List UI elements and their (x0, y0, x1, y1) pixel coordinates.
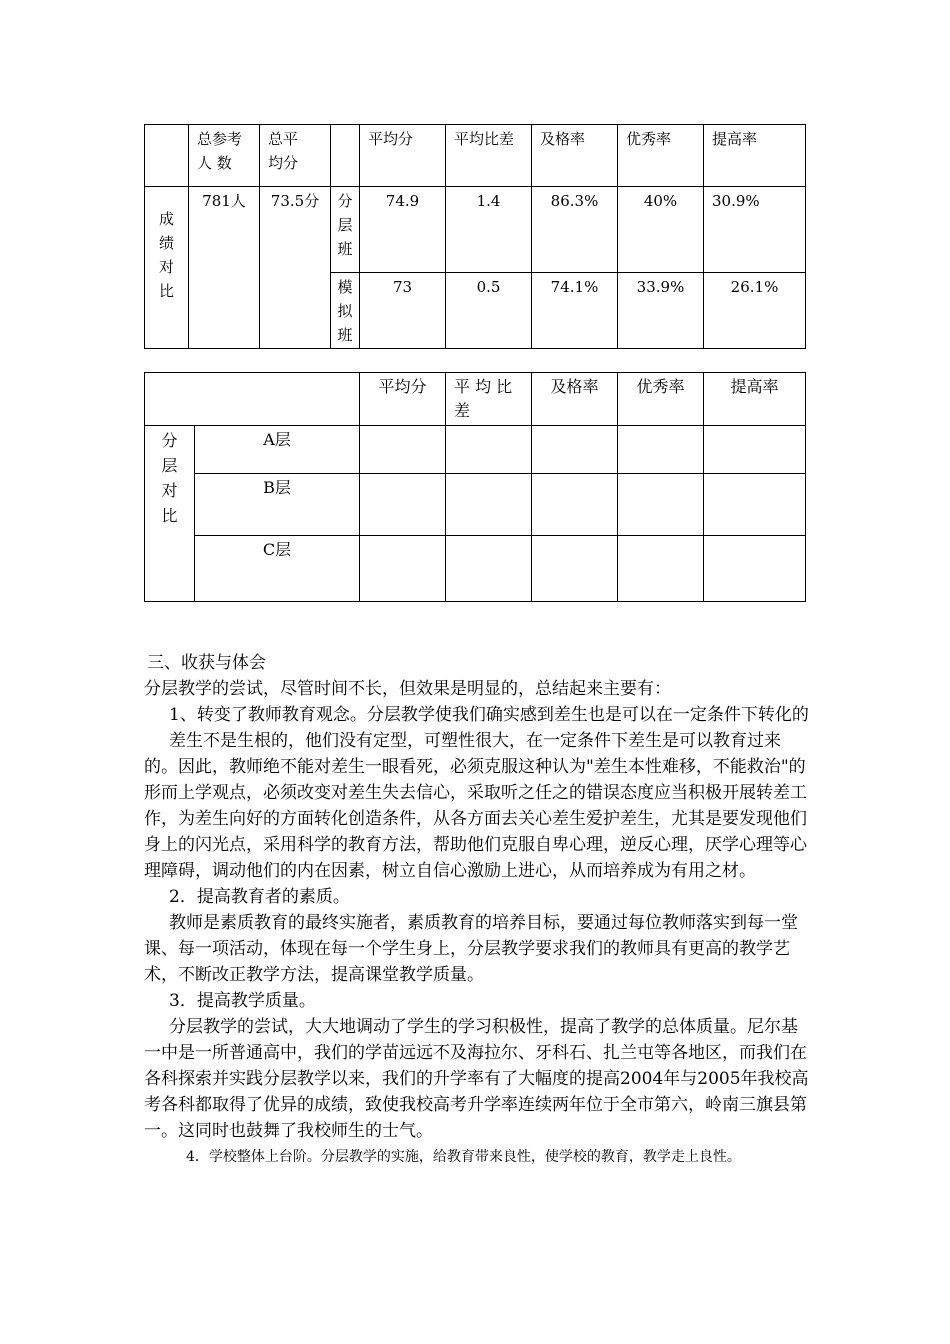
item2-body: 教师是素质教育的最终实施者，素质教育的培养目标，要通过每位教师落实到每一堂课、每一项活动，体现在每一个学生身上，分层教学要求我们的教师具有更高的教学艺术，不断改正教学方法，提高课堂教学质量。 (144, 913, 798, 985)
mock-pass-rate: 74.1% (532, 273, 618, 349)
intro-paragraph: 分层教学的尝试，尽管时间不长，但效果是明显的，总结起来主要有： (144, 679, 671, 699)
mock-average: 73 (360, 273, 446, 349)
layer-b-excellent-rate (618, 474, 704, 536)
layer-a-improve-rate (704, 426, 806, 474)
row-label-layer-comparison: 分 层 对 比 (145, 426, 195, 602)
header-pass-rate: 及格率 (532, 373, 618, 426)
mock-avg-diff: 0.5 (446, 273, 532, 349)
layered-improve-rate: 30.9% (704, 187, 806, 273)
total-average-value: 73.5分 (260, 187, 331, 349)
blank-header-cell (331, 125, 360, 187)
corner-cell (145, 373, 360, 426)
header-avg-diff: 平 均 比 差 (446, 373, 532, 426)
participants-value: 781人 (189, 187, 260, 349)
layer-c-pass-rate (532, 536, 618, 602)
corner-cell (145, 125, 189, 187)
layer-b-improve-rate (704, 474, 806, 536)
layer-b-avg-diff (446, 474, 532, 536)
header-total-participants: 总参考 人 数 (189, 125, 260, 187)
header-average: 平均分 (360, 373, 446, 426)
header-excellent-rate: 优秀率 (618, 125, 704, 187)
layer-b-average (360, 474, 446, 536)
mock-class-label: 模 拟 班 (331, 273, 360, 349)
layer-b-pass-rate (532, 474, 618, 536)
item1-body: 差生不是生根的，他们没有定型，可塑性很大，在一定条件下差生是可以教育过来的。因此，教师绝不能对差生一眼看死，必须克服这种认为"差生本性难移，不能救治"的形而上学观点，必须改变对差生失去信心，采取听之任之的错误态度应当积极开展转差工作，为差生向好的方面转化创造条件，从各方面去关心差生爱护差生，尤其是要发现他们身上的闪光点，采用科学的教育方法，帮助他们克服自卑心理，逆反心理，厌学心理等心理障碍，调动他们的内在因素，树立自信心激励上进心，从而培养成为有用之材。 (144, 731, 807, 881)
row-label-score-comparison: 成 绩 对 比 (145, 187, 189, 349)
layer-a-average (360, 426, 446, 474)
section-title: 三、收获与体会 (147, 653, 266, 673)
mock-improve-rate: 26.1% (704, 273, 806, 349)
item1-title: 1、转变了教师教育观念。分层教学使我们确实感到差生也是可以在一定条件下转化的 (169, 705, 809, 725)
layer-c-excellent-rate (618, 536, 704, 602)
layered-pass-rate: 86.3% (532, 187, 618, 273)
item2-title: 2．提高教育者的素质。 (169, 887, 350, 907)
header-average: 平均分 (360, 125, 446, 187)
layer-c-label: C层 (195, 536, 360, 602)
layer-b-label: B层 (195, 474, 360, 536)
header-pass-rate: 及格率 (532, 125, 618, 187)
layer-a-label: A层 (195, 426, 360, 474)
header-improve-rate: 提高率 (704, 125, 806, 187)
header-avg-diff: 平均比差 (446, 125, 532, 187)
layered-excellent-rate: 40% (618, 187, 704, 273)
layered-avg-diff: 1.4 (446, 187, 532, 273)
layer-c-average (360, 536, 446, 602)
layered-average: 74.9 (360, 187, 446, 273)
layer-a-excellent-rate (618, 426, 704, 474)
document-body (144, 650, 814, 1170)
item3-title: 3．提高教学质量。 (169, 991, 316, 1011)
score-comparison-table (144, 124, 806, 349)
layer-c-improve-rate (704, 536, 806, 602)
layer-comparison-table (144, 372, 806, 602)
item4: 4．学校整体上台阶。分层教学的实施，给教育带来良性，使学校的教育，教学走上良性。 (186, 1149, 741, 1165)
mock-excellent-rate: 33.9% (618, 273, 704, 349)
item3-body: 分层教学的尝试，大大地调动了学生的学习积极性，提高了教学的总体质量。尼尔基一中是一所普通高中，我们的学苗远远不及海拉尔、牙科石、扎兰屯等各地区，而我们在各科探索并实践分层教学以来，我们的升学率有了大幅度的提高2004年与2005年我校高考各科都取得了优异的成绩，致使我校高考升学率连续两年位于全市第六，岭南三旗县第一。这同时也鼓舞了我校师生的士气。 (144, 1017, 809, 1141)
header-total-average: 总平 均分 (260, 125, 331, 187)
layered-class-label: 分 层 班 (331, 187, 360, 273)
layer-a-avg-diff (446, 426, 532, 474)
layer-a-pass-rate (532, 426, 618, 474)
header-improve-rate: 提高率 (704, 373, 806, 426)
header-excellent-rate: 优秀率 (618, 373, 704, 426)
layer-c-avg-diff (446, 536, 532, 602)
